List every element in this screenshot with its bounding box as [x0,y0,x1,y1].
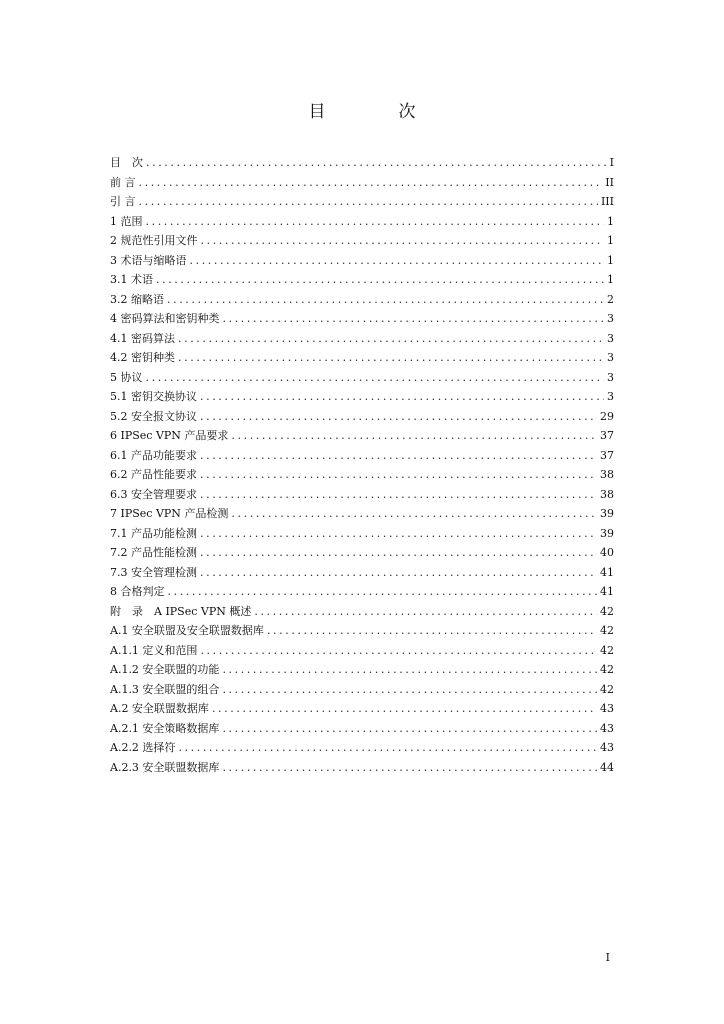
toc-leader-dots [178,348,604,368]
toc-entry-label: 7.3 安全管理检测 [110,565,197,579]
toc-entry[interactable] [110,387,614,407]
toc-entry-label: 6.2 产品性能要求 [110,468,197,481]
toc-entry-label: 6 IPSec VPN 产品要求 [110,429,229,442]
toc-entry-label: 4.1 密码算法 [110,331,175,345]
toc-entry-page: 43 [600,721,614,735]
toc-entry-page: 38 [600,468,614,481]
toc-entry-page: 3 [607,370,614,384]
toc-entry-label: 4 密码算法和密钥种类 [110,312,220,325]
toc-entry[interactable] [110,329,614,349]
toc-entry-label: 6.1 产品功能要求 [110,448,197,462]
toc-entry-label: 6.3 安全管理要求 [110,487,197,501]
toc-leader-dots [156,270,604,290]
toc-entry-page: 39 [600,507,614,520]
toc-entry[interactable] [110,563,614,583]
toc-entry-label: 3 术语与缩略语 [110,253,187,267]
toc-entry-page: 43 [600,702,614,715]
toc-leader-dots [200,446,597,466]
toc-entry[interactable] [110,426,614,446]
toc-entry[interactable] [110,153,614,173]
toc-entry-page: 41 [600,565,614,579]
toc-entry-page: 40 [600,546,614,559]
toc-entry-page: 38 [600,487,614,501]
toc-leader-dots [222,719,597,739]
toc-entry-page: 42 [600,682,614,696]
toc-entry-label: 引 言 [110,195,136,208]
toc-leader-dots [139,192,598,212]
toc-entry-label: 2 规范性引用文件 [110,234,198,247]
toc-entry-page: 29 [600,409,614,423]
toc-entry-label: A.2 安全联盟数据库 [110,702,209,715]
toc-entry-page: 42 [600,663,614,676]
toc-entry[interactable] [110,231,614,251]
toc-entry[interactable] [110,290,614,310]
toc-entry[interactable] [110,680,614,700]
toc-entry[interactable] [110,719,614,739]
toc-entry-label: 5.1 密钥交换协议 [110,390,197,403]
toc-entry-label: 目 次 [110,156,143,169]
toc-entry-page: III [600,195,614,208]
toc-entry-label: 前 言 [110,175,136,189]
toc-entry[interactable] [110,621,614,641]
toc-entry-label: A.1.2 安全联盟的功能 [110,663,220,676]
toc-entry-page: 44 [600,760,614,774]
toc-entry-label: A.2.2 选择符 [110,741,176,754]
toc-entry[interactable] [110,465,614,485]
toc-entry[interactable] [110,524,614,544]
toc-entry-page: II [605,175,614,189]
toc-leader-dots [200,543,597,563]
toc-entry[interactable] [110,192,614,212]
toc-entry[interactable] [110,738,614,758]
toc-leader-dots [222,660,597,680]
toc-entry-page: 37 [600,429,614,442]
toc-entry-label: A.1.1 定义和范围 [110,643,198,657]
toc-entry[interactable] [110,485,614,505]
toc-entry-label: 5.2 安全报文协议 [110,409,197,423]
toc-entry[interactable] [110,504,614,524]
toc-entry-label: A.2.3 安全联盟数据库 [110,760,220,774]
toc-leader-dots [267,621,597,641]
page-number: I [605,951,610,964]
toc-entry[interactable] [110,251,614,271]
toc-leader-dots [231,426,597,446]
toc-entry[interactable] [110,309,614,329]
toc-entry[interactable] [110,602,614,622]
toc-leader-dots [168,582,598,602]
toc-entry-label: A.1 安全联盟及安全联盟数据库 [110,624,264,637]
toc-entry-label: 7 IPSec VPN 产品检测 [110,507,229,520]
toc-leader-dots [146,153,607,173]
toc-entry-page: 1 [607,253,614,267]
toc-leader-dots [178,738,597,758]
toc-entry-page: I [609,156,614,169]
toc-entry-page: 2 [607,292,614,306]
toc-leader-dots [178,329,604,349]
toc-entry[interactable] [110,348,614,368]
toc-entry-page: 42 [600,643,614,657]
toc-entry-page: 3 [607,312,614,325]
toc-entry-label: A.1.3 安全联盟的组合 [110,682,220,696]
toc-entry[interactable] [110,543,614,563]
toc-entry[interactable] [110,758,614,778]
toc-entry-label: 附 录 A IPSec VPN 概述 [110,604,252,618]
toc-entry[interactable] [110,446,614,466]
toc-entry-page: 43 [600,741,614,754]
toc-entry-label: 3.2 缩略语 [110,292,164,306]
toc-entry-page: 3 [607,331,614,345]
toc-entry-label: 7.1 产品功能检测 [110,526,197,540]
toc-entry-label: 3.1 术语 [110,273,153,286]
toc-leader-dots [190,251,605,271]
toc-entry-label: 1 范围 [110,214,143,228]
toc-leader-dots [200,524,597,544]
toc-entry-page: 39 [600,526,614,540]
toc-leader-dots [201,231,605,251]
toc-entry-label: 7.2 产品性能检测 [110,546,197,559]
toc-entry-page: 42 [600,604,614,618]
toc-entry-page: 42 [600,624,614,637]
table-of-contents [110,153,614,777]
toc-entry-page: 1 [607,234,614,247]
toc-entry-page: 37 [600,448,614,462]
toc-leader-dots [167,290,604,310]
toc-entry[interactable] [110,368,614,388]
toc-leader-dots [200,641,597,661]
toc-entry[interactable] [110,270,614,290]
toc-entry[interactable] [110,582,614,602]
toc-leader-dots [223,309,605,329]
toc-leader-dots [146,368,605,388]
toc-leader-dots [139,173,603,193]
toc-entry-page: 41 [600,585,614,598]
toc-leader-dots [231,504,597,524]
toc-entry[interactable] [110,212,614,232]
page-title: 目 次 [308,102,444,122]
toc-entry-page: 1 [607,214,614,228]
toc-entry-label: 8 合格判定 [110,585,165,598]
toc-entry-page: 1 [607,273,614,286]
toc-entry-page: 3 [607,351,614,364]
toc-leader-dots [200,387,604,407]
toc-entry-label: 5 协议 [110,370,143,384]
toc-leader-dots [254,602,597,622]
toc-leader-dots [222,680,597,700]
toc-leader-dots [146,212,605,232]
toc-entry[interactable] [110,660,614,680]
toc-entry[interactable] [110,173,614,193]
toc-entry-label: 4.2 密钥种类 [110,351,175,364]
toc-leader-dots [212,699,597,719]
toc-leader-dots [200,465,597,485]
toc-leader-dots [200,563,597,583]
toc-leader-dots [200,407,597,427]
toc-leader-dots [200,485,597,505]
toc-entry[interactable] [110,407,614,427]
toc-entry[interactable] [110,641,614,661]
toc-entry-label: A.2.1 安全策略数据库 [110,721,220,735]
toc-entry-page: 3 [607,390,614,403]
toc-leader-dots [222,758,597,778]
toc-entry[interactable] [110,699,614,719]
